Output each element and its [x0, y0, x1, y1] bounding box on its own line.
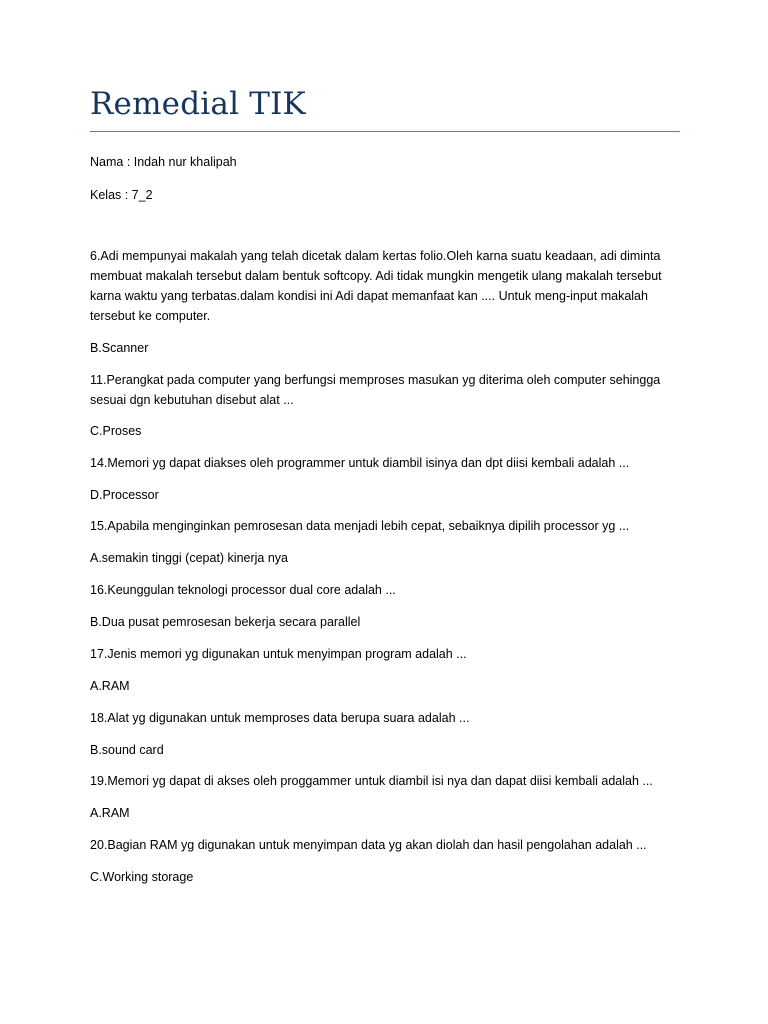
question-20: 20.Bagian RAM yg digunakan untuk menyimpan data yg akan diolah dan hasil pengolahan adalah ... — [90, 838, 647, 852]
answer-19: A.RAM — [90, 806, 130, 820]
question-6: 6.Adi mempunyai makalah yang telah dicetak dalam kertas folio.Oleh karna suatu keadaan, adi diminta membuat makalah tersebut dalam bentuk softcopy. Adi tidak mungkin mengetik ulang makalah tersebut karna waktu yang terbatas.dalam kondisi ini Adi dapat memanfaat kan .... Untuk meng-input makalah tersebut ke computer. — [90, 249, 662, 323]
student-name: Nama : Indah nur khalipah — [90, 155, 237, 169]
document-title: Remedial TIK — [90, 86, 306, 122]
answer-6: B.Scanner — [90, 341, 149, 355]
question-11: 11.Perangkat pada computer yang berfungsi memproses masukan yg diterima oleh computer sehingga sesuai dgn kebutuhan disebut alat ... — [90, 373, 661, 407]
answer-20: C.Working storage — [90, 870, 194, 884]
answer-16: B.Dua pusat pemrosesan bekerja secara parallel — [90, 615, 361, 629]
answer-17: A.RAM — [90, 679, 130, 693]
answer-11: C.Proses — [90, 424, 142, 438]
question-15: 15.Apabila menginginkan pemrosesan data menjadi lebih cepat, sebaiknya dipilih processor yg ... — [90, 519, 630, 533]
question-16: 16.Keunggulan teknologi processor dual core adalah ... — [90, 583, 396, 597]
title-underline — [90, 131, 680, 132]
answer-14: D.Processor — [90, 488, 159, 502]
answer-18: B.sound card — [90, 743, 164, 757]
answer-15: A.semakin tinggi (cepat) kinerja nya — [90, 551, 289, 565]
question-17: 17.Jenis memori yg digunakan untuk menyimpan program adalah ... — [90, 647, 467, 661]
question-18: 18.Alat yg digunakan untuk memproses data berupa suara adalah ... — [90, 711, 470, 725]
question-14: 14.Memori yg dapat diakses oleh programmer untuk diambil isinya dan dpt diisi kembali adalah ... — [90, 456, 630, 470]
student-class: Kelas : 7_2 — [90, 188, 153, 202]
question-19: 19.Memori yg dapat di akses oleh proggammer untuk diambil isi nya dan dapat diisi kembali adalah ... — [90, 774, 653, 788]
